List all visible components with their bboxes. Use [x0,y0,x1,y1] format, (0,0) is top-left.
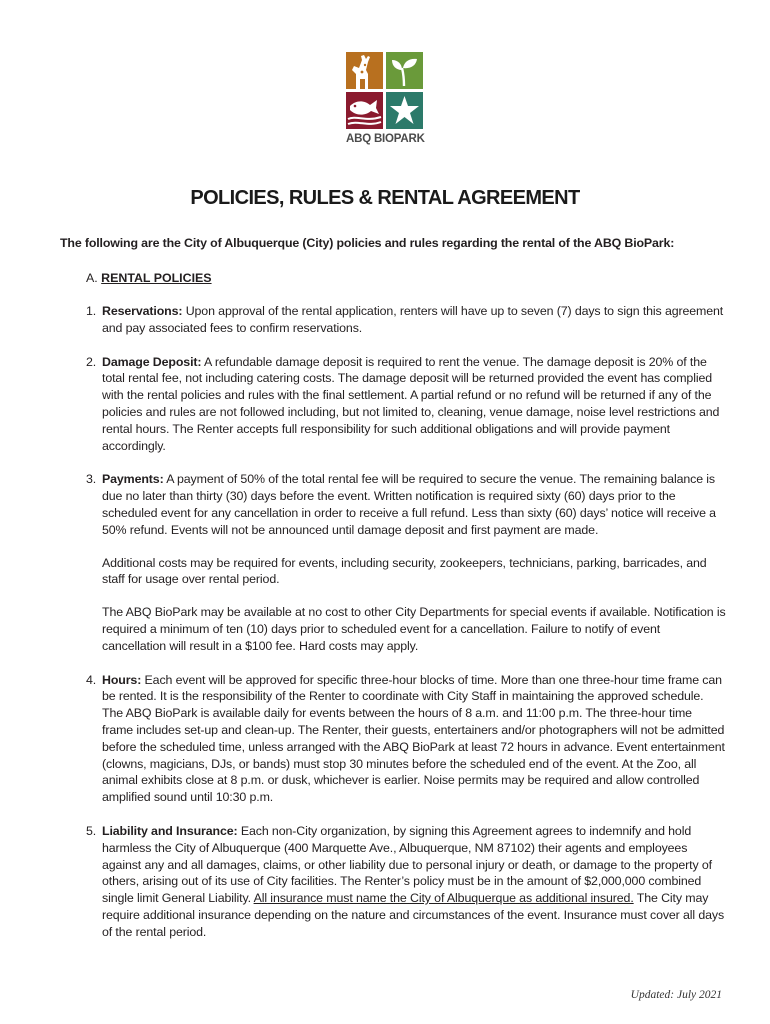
section-letter: A. [86,271,98,285]
updated-date: Updated: July 2021 [630,989,722,1001]
item-text: Each event will be approved for specific three-hour blocks of time. More than one three-hour time frame can be rented. It is the responsibility of the Renter to coordinate with City Staff in maintaining the approved schedule. The ABQ BioPark is available daily for events between the hours of 8 a.m. and 11:00 p.m. The three-hour time frame includes set-up and clean-up. The Renter, their guests, entertainers and/or photographers will not be admitted before the scheduled time, unless arranged with the ABQ BioPark at least 72 hours in advance. Event entertainment (clowns, magicians, DJs, or bands) must stop 30 minutes before the scheduled end of the event. At the Zoo, all animal exhibits close at 8 p.m. or dusk, whichever is earlier. Noise permits may be required and allow controlled amplified sound until 10:30 p.m. [102,672,725,805]
item-number: 5. [86,823,97,838]
item-lead: Payments: [102,472,164,487]
insurance-requirement: All insurance must name the City of Albuquerque as additional insured. [253,891,634,906]
item-text: A refundable damage deposit is required to rent the venue. The damage deposit is 20% of the total rental fee, not including catering costs. The damage deposit will be returned provided the event has complied with the rental policies and rules with the final settlement. A partial refund or no refund will be returned if any of the policies and rules are not followed including, but not limited to, cleaning, venue damage, noise level restrictions and rental hours. The Renter accepts full responsibility for such additional obligations and will provide payment accordingly. [102,354,720,453]
page-title: POLICIES, RULES & RENTAL AGREEMENT [190,187,580,209]
item-text: A payment of 50% of the total rental fee will be required to secure the venue. The remaining balance is due no later than thirty (30) days before the event. Written notification is required sixty (60) days prior to the scheduled event for any cancellation in order to receive a full refund. Less than sixty (60) days’ notice will receive a 50% refund. Events will not be announced until damage deposit and first payment are made. [102,472,716,537]
policy-item-payments [86,471,726,654]
item-text-after: The City may require additional insurance depending on the nature and circumstances of the event. Insurance must cover all days of the rental period. [102,891,725,939]
additional-costs-paragraph: Additional costs may be required for events, including security, zookeepers, technicians, parking, barricades, and staff for usage over rental period. [102,555,707,587]
section-heading [86,271,212,285]
policy-item-liability [86,823,726,941]
item-number: 3. [86,472,97,487]
logo-wordmark: ABQ BIOPARK [346,133,425,145]
item-lead: Damage Deposit: [102,354,202,369]
policy-item-damage-deposit [86,354,726,455]
item-text: Each non-City organization, by signing this Agreement agrees to indemnify and hold harmless the City of Albuquerque (400 Marquette Ave., Albuquerque, NM 87102) their agents and employees against any and all damages, claims, or other liability due to personal injury or death, or damage to the property of others, arising out of its use of City facilities. The Renter’s policy must be in the amount of $2,000,000 combined single limit General Liability. [102,823,712,906]
policy-item-reservations [86,303,726,337]
abq-biopark-logo [346,52,424,145]
item-number: 1. [86,304,97,318]
item-number: 2. [86,354,97,369]
policy-list [86,303,726,958]
star-icon [386,92,423,129]
fish-icon [346,92,383,129]
item-lead: Liability and Insurance: [102,823,238,838]
item-lead: Reservations: [102,304,183,318]
sprout-icon [386,52,423,89]
item-number: 4. [86,672,97,687]
intro-text: The following are the City of Albuquerque (City) policies and rules regarding the rental of the ABQ BioPark: [60,236,675,250]
city-departments-paragraph: The ABQ BioPark may be available at no cost to other City Departments for special events if available. Notification is required a minimum of ten (10) days prior to scheduled event for a cancellation. Failure to notify of event cancellation will result in a $100 fee. Hard costs may apply. [102,605,726,653]
policy-item-hours [86,672,726,806]
item-text: Upon approval of the rental application, renters will have up to seven (7) days to sign this agreement and pay associated fees to confirm reservations. [102,304,724,335]
section-title: RENTAL POLICIES [101,271,212,285]
item-lead: Hours: [102,672,142,687]
giraffe-icon [346,52,383,89]
